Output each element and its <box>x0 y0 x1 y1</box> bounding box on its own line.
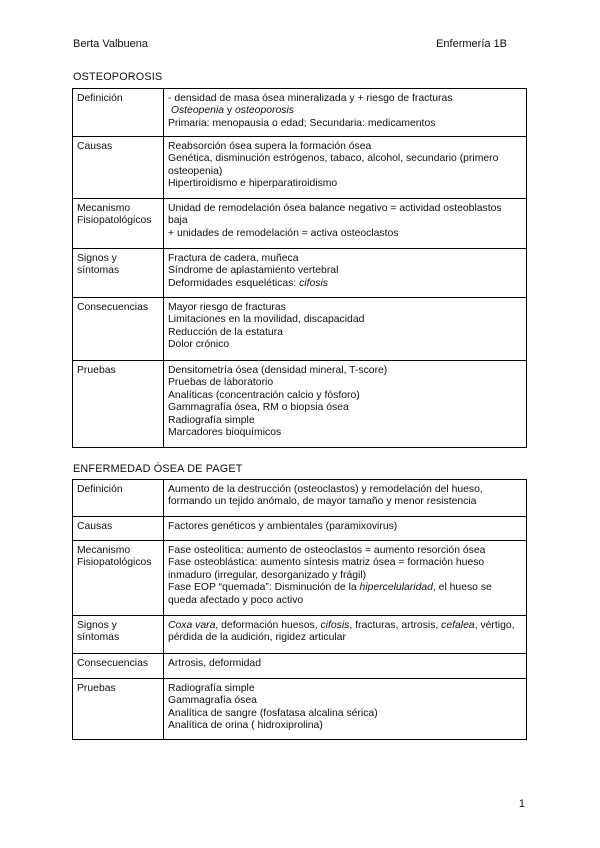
row-label: Mecanismo Fisiopatológicos <box>73 199 164 249</box>
table-row <box>73 199 527 249</box>
row-content: Factores genéticos y ambientales (paramixovirus) <box>164 517 527 541</box>
table-row <box>73 654 527 679</box>
table-row <box>73 616 527 654</box>
paget-table <box>72 479 527 740</box>
row-label: Consecuencias <box>73 298 164 361</box>
row-label: Causas <box>73 137 164 199</box>
row-label: Consecuencias <box>73 654 164 679</box>
header-author: Berta Valbuena <box>73 38 149 50</box>
row-content: Fractura de cadera, muñeca Síndrome de aplastamiento vertebral Deformidades esqueléticas: cifosis <box>164 249 527 298</box>
row-content: Radiografía simple Gammagrafía ósea Analítica de sangre (fosfatasa alcalina sérica) Analítica de orina ( hidroxiprolina) <box>164 679 527 740</box>
row-label: Causas <box>73 517 164 541</box>
row-content: - densidad de masa ósea mineralizada y + riesgo de fracturas Osteopenia y osteoporosis Primaria: menopausia o edad; Secundaria: medicamentos <box>164 89 527 137</box>
row-content: Densitometría ósea (densidad mineral, T-score) Pruebas de laboratorio Analíticas (concentración calcio y fósforo) Gammagrafía ósea, RM o biopsia ósea Radiografía simple Marcadores bioquímicos <box>164 361 527 448</box>
table-row <box>73 249 527 298</box>
table-row <box>73 361 527 448</box>
row-content: Unidad de remodelación ósea balance negativo = actividad osteoblastos baja + unidades de remodelación = activa osteoclastos <box>164 199 527 249</box>
row-content: Reabsorción ósea supera la formación ósea Genética, disminución estrógenos, tabaco, alcohol, secundario (primero osteopenia) Hipertiroidismo e hiperparatiroidismo <box>164 137 527 199</box>
osteoporosis-table <box>72 88 527 448</box>
paget-title: ENFERMEDAD ÓSEA DE PAGET <box>73 463 243 475</box>
row-label: Pruebas <box>73 679 164 740</box>
table-row <box>73 679 527 740</box>
table-row <box>73 517 527 541</box>
row-content: Aumento de la destrucción (osteoclastos) y remodelación del hueso, formando un tejido anómalo, de mayor tamaño y menor resistencia <box>164 480 527 517</box>
table-row <box>73 89 527 137</box>
row-content: Coxa vara, deformación huesos, cifosis, fracturas, artrosis, cefalea, vértigo, pérdida de la audición, rigidez articular <box>164 616 527 654</box>
page-number: 1 <box>518 798 525 810</box>
header-course: Enfermería 1B <box>436 38 507 50</box>
row-label: Definición <box>73 89 164 137</box>
row-content: Mayor riesgo de fracturas Limitaciones en la movilidad, discapacidad Reducción de la estatura Dolor crónico <box>164 298 527 361</box>
row-label: Mecanismo Fisiopatológicos <box>73 541 164 616</box>
table-row <box>73 541 527 616</box>
row-label: Definición <box>73 480 164 517</box>
row-label: Signos y síntomas <box>73 249 164 298</box>
row-label: Pruebas <box>73 361 164 448</box>
table-row <box>73 137 527 199</box>
row-content: Artrosis, deformidad <box>164 654 527 679</box>
osteoporosis-title: OSTEOPOROSIS <box>73 71 163 83</box>
table-row <box>73 480 527 517</box>
table-row <box>73 298 527 361</box>
row-content: Fase osteolítica: aumento de osteoclastos = aumento resorción ósea Fase osteoblástica: aumento síntesis matriz ósea = formación hueso inmaduro (irregular, desorganizado y frágil) Fase EOP “quemada”: Disminución de la hipercelularidad, el hueso se queda afectado y poco activo <box>164 541 527 616</box>
row-label: Signos y síntomas <box>73 616 164 654</box>
